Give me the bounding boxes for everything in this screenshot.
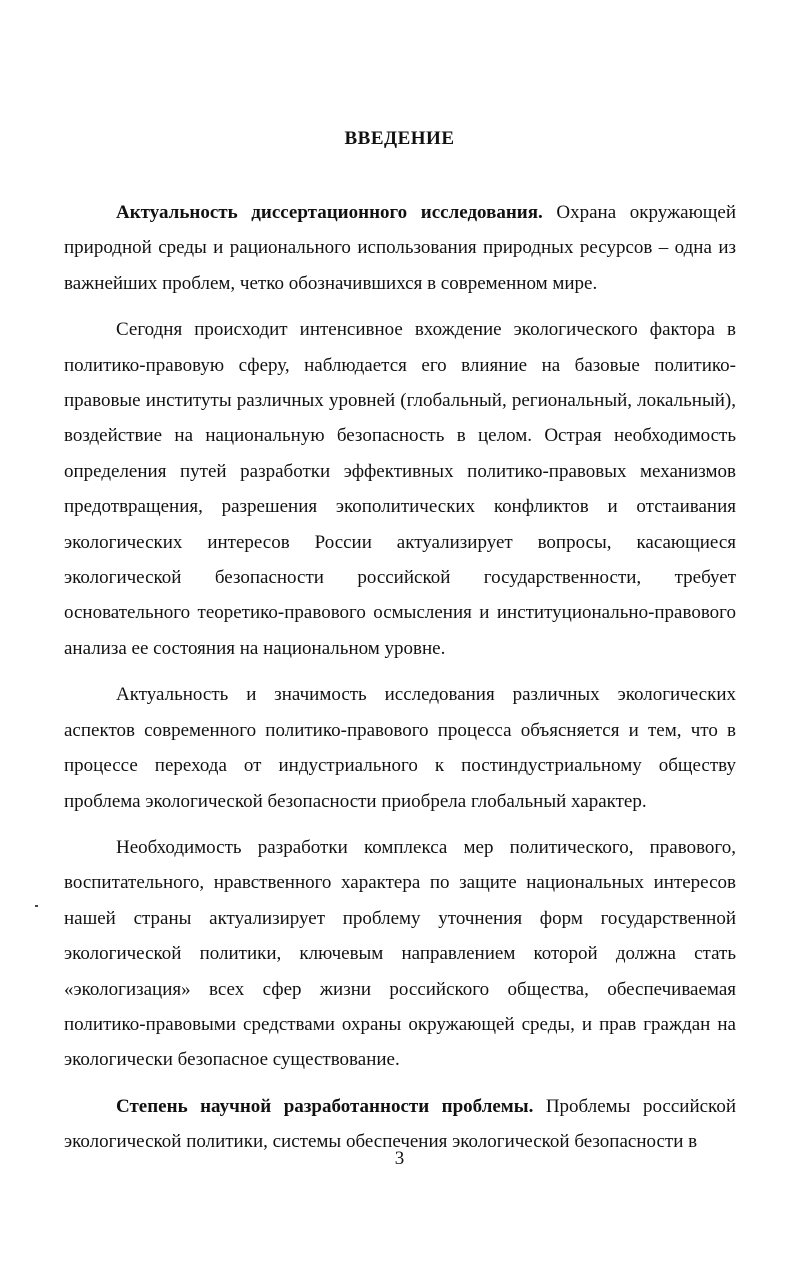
paragraph-text: Необходимость разработки комплекса мер политического, правового, воспитательного, нравственного характера по защите национальных интересов нашей страны актуализирует проблему уточнения форм государственной экологической политики, ключевым направлением которой должна стать «экологизация» всех сфер жизни российского общества, обеспечиваемая политико-правовыми средствами охраны окружающей среды, и прав граждан на экологически безопасное существование. xyxy=(64,836,736,1071)
paragraph-text: Актуальность и значимость исследования различных экологических аспектов современного политико-правового процесса объясняется и тем, что в процессе перехода от индустриального к постиндустриальному обществу проблема экологической безопасности приобрела глобальный характер. xyxy=(64,684,736,812)
paragraph-necessity xyxy=(64,830,736,1078)
page-title: ВВЕДЕНИЕ xyxy=(344,128,455,149)
paragraph-text: Проблемы российской экологической политики, системы обеспечения экологической безопасности в xyxy=(64,1095,736,1153)
paragraph-lead: Степень научной разработанности проблемы. xyxy=(116,1095,534,1117)
margin-mark xyxy=(35,905,38,907)
paragraph-significance xyxy=(64,677,736,819)
paragraph-text: Охрана окружающей природной среды и рационального использования природных ресурсов – одна из важнейших проблем, четко обозначившихся в современном мире. xyxy=(64,202,736,294)
paragraph-text: Сегодня происходит интенсивное вхождение экологического фактора в политико-правовую сферу, наблюдается его влияние на базовые политико-правовые институты различных уровней (глобальный, региональный, локальный), воздействие на национальную безопасность в целом. Острая необходимость определения путей разработки эффективных политико-правовых механизмов предотвращения, разрешения экополитических конфликтов и отстаивания экологических интересов России актуализирует вопросы, касающиеся экологической безопасности российской государственности, требует основательного теоретико-правового осмысления и институционально-правового анализа ее состояния на национальном уровне. xyxy=(64,319,736,659)
paragraph-ecological-factor xyxy=(64,312,736,666)
body-text xyxy=(64,195,736,1171)
paragraph-lead: Актуальность диссертационного исследования. xyxy=(116,202,543,223)
page-number: 3 xyxy=(394,1148,405,1169)
paragraph-relevance xyxy=(64,195,736,301)
